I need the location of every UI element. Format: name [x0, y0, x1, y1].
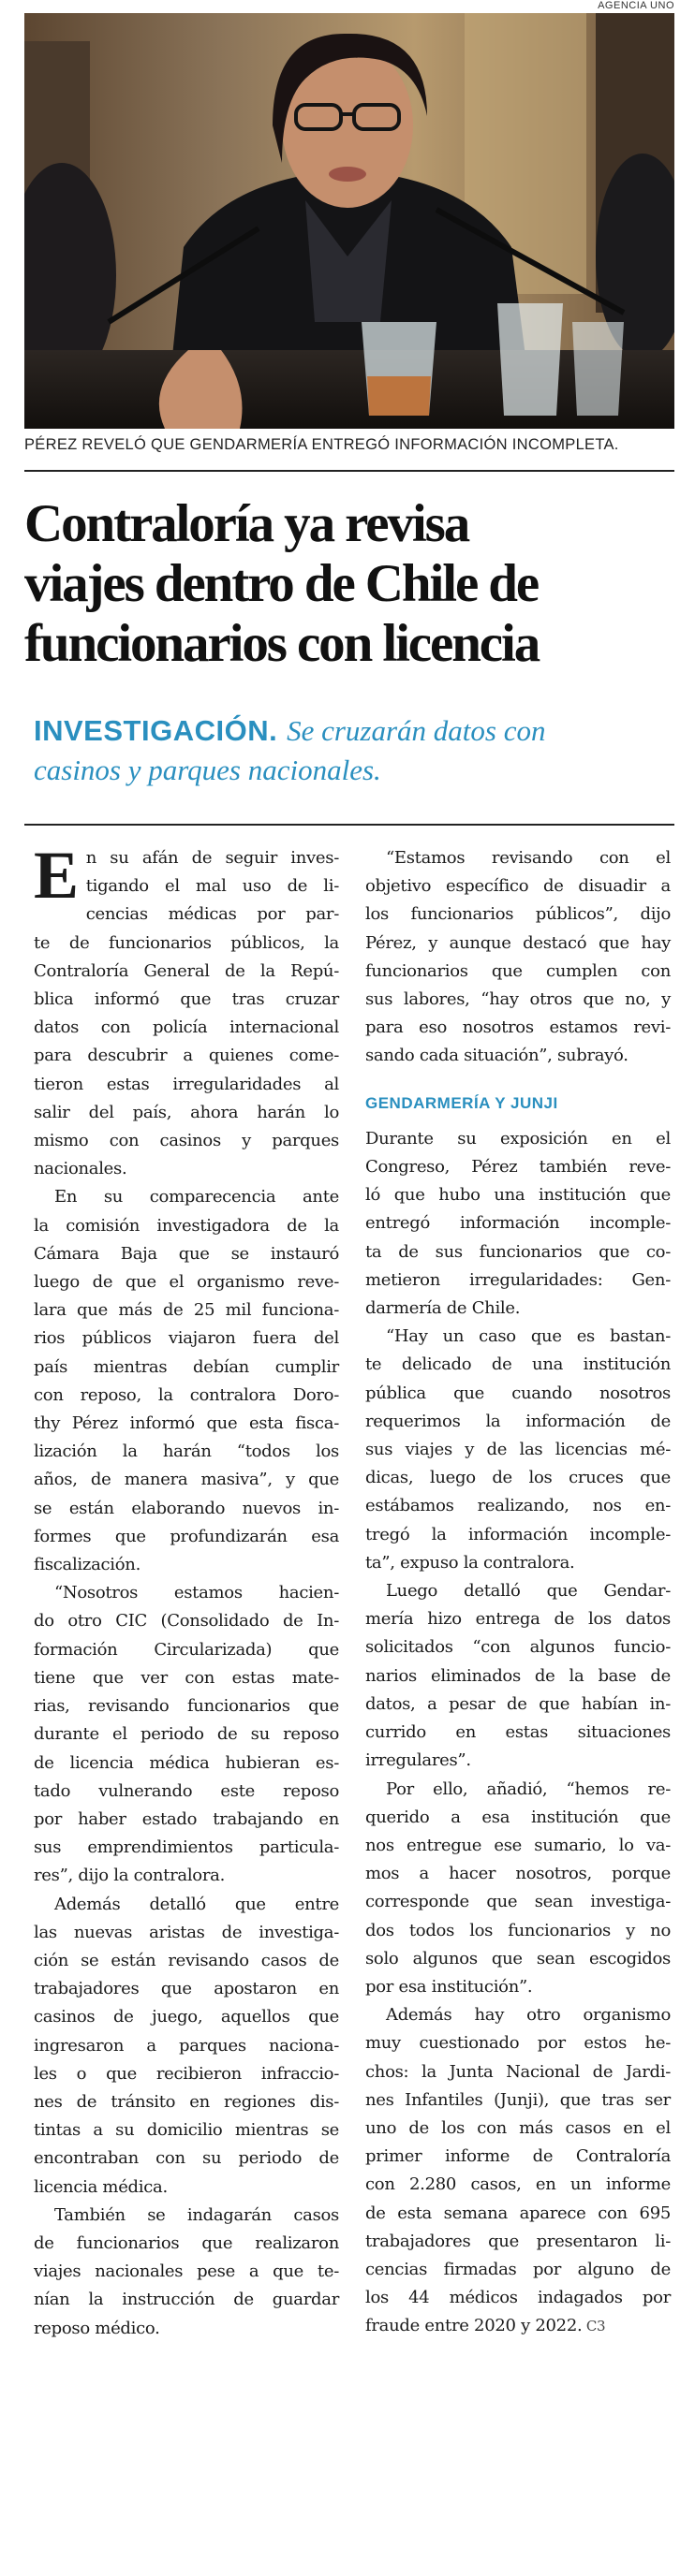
text-line: se están elaborando nuevos in- — [34, 1498, 339, 1518]
text-line: Congreso, Pérez también reve- — [365, 1157, 671, 1178]
text-line: En su comparecencia ante — [54, 1187, 339, 1208]
text-line: formación Circularizada) que — [34, 1639, 339, 1660]
text-line: para descubrir a quienes come- — [34, 1046, 339, 1066]
text-line: funcionarios que cumplen con — [365, 960, 671, 981]
text-line: ta”, expuso la contralora. — [365, 1552, 575, 1573]
text-line: Por ello, añadió, “hemos re- — [386, 1778, 671, 1799]
headline-line: viajes dentro de Chile de — [24, 554, 539, 613]
subheading: GENDARMERÍA Y JUNJI — [365, 1093, 558, 1112]
text-line: de licencia médica hubieran es- — [34, 1752, 339, 1773]
text-line: entregó información incomple- — [365, 1213, 671, 1234]
article-column-left — [34, 838, 339, 2343]
text-line: para eso nosotros estamos revi- — [365, 1017, 671, 1038]
text-line: les o que recibieron infraccio- — [34, 2063, 339, 2084]
text-line: ló que hubo una institución que — [365, 1185, 671, 1206]
text-line: “Nosotros estamos hacien- — [54, 1583, 339, 1603]
text-line: corresponde que sean investiga- — [365, 1892, 671, 1912]
text-line: tigando el mal uso de li- — [85, 876, 339, 897]
text-line: casinos de juego, aquellos que — [34, 2007, 339, 2027]
text-line: muy cuestionado por estos he- — [365, 2033, 671, 2054]
text-line: con 2.280 casos, en un informe — [365, 2174, 671, 2195]
text-line: licencia médica. — [34, 2176, 168, 2197]
text-line: n su afán de seguir inves- — [85, 848, 339, 868]
text-line: estábamos realizando, nos en- — [365, 1496, 671, 1516]
text-line: ingresaron a parques naciona- — [34, 2035, 339, 2056]
text-line: querido a esa institución que — [365, 1807, 671, 1827]
text-line: luego de que el organismo reve- — [34, 1272, 339, 1293]
text-line: sus viajes y de las licencias mé- — [365, 1440, 671, 1460]
text-line: datos, a pesar de que habían in- — [365, 1693, 671, 1714]
text-line: nían la instrucción de guardar — [34, 2290, 339, 2310]
text-line: solo algunos que sean escogidos — [365, 1948, 671, 1969]
text-line: los 44 médicos indagados por — [365, 2288, 671, 2308]
text-line: pública que cuando nosotros — [365, 1383, 671, 1403]
text-line: tregó la información incomple- — [365, 1524, 671, 1544]
text-line: primer informe de Contraloría — [365, 2146, 671, 2167]
text-line: mería hizo entrega de los datos — [365, 1609, 671, 1630]
text-line: con reposo, la contralora Doro- — [34, 1384, 339, 1405]
text-line: nes de tránsito en regiones dis- — [34, 2091, 339, 2112]
text-line: irregulares”. — [365, 1750, 471, 1771]
headline — [24, 494, 680, 674]
text-line: Luego detalló que Gendar- — [386, 1581, 671, 1602]
deck-line: casinos y parques nacionales. — [34, 754, 381, 786]
deck-line: Se cruzarán datos con — [287, 714, 546, 747]
text-line: darmería de Chile. — [365, 1298, 521, 1319]
deck — [34, 711, 671, 789]
end-mark: C3 — [582, 2318, 606, 2335]
text-line: tintas a su domicilio mientras se — [34, 2120, 339, 2141]
text-line: Además detalló que entre — [54, 1894, 339, 1914]
text-line: nacionales. — [34, 1159, 127, 1179]
text-line: mos a hacer nosotros, porque — [365, 1864, 671, 1884]
text-line: tado vulnerando este reposo — [34, 1780, 339, 1801]
text-line: sus labores, “hay otros que no, y — [365, 989, 671, 1010]
text-line: Contraloría General de la Repú- — [34, 960, 339, 981]
text-line: lara que más de 25 mil funciona- — [34, 1300, 339, 1321]
text-line: “Estamos revisando con el — [386, 848, 671, 868]
photo-caption: PÉREZ REVELÓ QUE GENDARMERÍA ENTREGÓ INFORMACIÓN INCOMPLETA. — [24, 436, 619, 453]
text-line: mismo con casinos y parques — [34, 1131, 339, 1151]
text-line: ción se están revisando casos de — [34, 1950, 339, 1970]
photo-illustration — [24, 13, 674, 429]
article-column-right — [365, 844, 671, 2341]
text-line: rios públicos viajaron fuera del — [34, 1328, 339, 1349]
text-line: dicas, luego de los cruces que — [365, 1468, 671, 1488]
text-line: lización la harán “todos los — [34, 1442, 339, 1462]
text-line: tieron estas irregularidades al — [34, 1074, 339, 1094]
text-line: encontraban con su periodo de — [34, 2148, 339, 2169]
photo-credit: AGENCIA UNO — [598, 0, 674, 11]
text-line: blica informó que tras cruzar — [34, 989, 339, 1010]
text-line: uno de los con más casos en el — [365, 2117, 671, 2138]
text-line: narios eliminados de la base de — [365, 1665, 671, 1686]
text-line: salir del país, ahora harán lo — [34, 1102, 339, 1122]
text-line: te delicado de una institución — [365, 1354, 671, 1375]
text-line: También se indagarán casos — [54, 2204, 339, 2225]
text-line: reposo médico. — [34, 2318, 160, 2338]
text-line: Pérez, y aunque destacó que hay — [365, 932, 671, 953]
caption-rule — [24, 470, 674, 472]
text-line: las nuevas aristas de investiga- — [34, 1922, 339, 1942]
text-line: rias, revisando funcionarios que — [34, 1696, 339, 1717]
text-line: país mientras debían cumplir — [34, 1356, 339, 1377]
text-line: por haber estado trabajando en — [34, 1808, 339, 1829]
text-line: durante el periodo de su reposo — [34, 1724, 339, 1745]
headline-line: Contraloría ya revisa — [24, 494, 469, 553]
text-line: Durante su exposición en el — [365, 1128, 671, 1149]
text-line: viajes nacionales pese a que te- — [34, 2261, 339, 2282]
text-line: cencias médicas por par- — [85, 904, 339, 925]
text-line: trabajadores que presentaron li- — [365, 2231, 671, 2251]
text-line: chos: la Junta Nacional de Jardi- — [365, 2061, 671, 2082]
text-line: fiscalización. — [34, 1555, 140, 1575]
text-line: tiene que ver con estas mate- — [34, 1667, 339, 1688]
text-line: años, de manera masiva”, y que — [34, 1470, 339, 1490]
text-line: requerimos la información de — [365, 1411, 671, 1431]
text-line: “Hay un caso que es bastan- — [386, 1326, 671, 1347]
text-line: fraude entre 2020 y 2022. C3 — [365, 2316, 606, 2336]
text-line: la comisión investigadora de la — [34, 1215, 339, 1236]
text-line: formes que profundizarán esa — [34, 1526, 339, 1546]
text-line: objetivo específico de disuadir a — [365, 876, 671, 897]
text-line: do otro CIC (Consolidado de In- — [34, 1611, 339, 1632]
text-line: cencias firmadas por alguno de — [365, 2259, 671, 2279]
deck-rule — [24, 824, 674, 826]
text-line: metieron irregularidades: Gen- — [365, 1269, 671, 1290]
text-line: de funcionarios que realizaron — [34, 2232, 339, 2253]
deck-kicker: INVESTIGACIÓN. — [34, 714, 278, 747]
drop-cap: E — [34, 838, 79, 913]
text-line: dos todos los funcionarios y no — [365, 1920, 671, 1940]
text-line: thy Pérez informó que esta fisca- — [34, 1413, 339, 1434]
text-line: Cámara Baja que se instauró — [34, 1243, 339, 1264]
text-line: los funcionarios públicos”, dijo — [365, 904, 671, 925]
text-line: res”, dijo la contralora. — [34, 1866, 226, 1886]
text-line: currido en estas situaciones — [365, 1722, 671, 1743]
headline-line: funcionarios con licencia — [24, 614, 540, 673]
text-line: de esta semana aparece con 695 — [365, 2203, 671, 2223]
text-line: sus emprendimientos particula- — [34, 1837, 339, 1858]
text-line: datos con policía internacional — [34, 1017, 339, 1038]
text-line: solicitados “con algunos funcio- — [365, 1637, 671, 1658]
text-line: nos entregue ese sumario, lo va- — [365, 1835, 671, 1855]
text-line: sando cada situación”, subrayó. — [365, 1046, 628, 1066]
text-line: trabajadores que apostaron en — [34, 1979, 339, 1999]
text-line: ta de sus funcionarios que co- — [365, 1241, 671, 1262]
text-line: te de funcionarios públicos, la — [34, 932, 339, 953]
text-line: por esa institución”. — [365, 1976, 533, 1997]
article-photo — [24, 13, 674, 429]
text-line: Además hay otro organismo — [386, 2005, 671, 2026]
text-line: nes Infantiles (Junji), que tras ser — [365, 2089, 671, 2110]
